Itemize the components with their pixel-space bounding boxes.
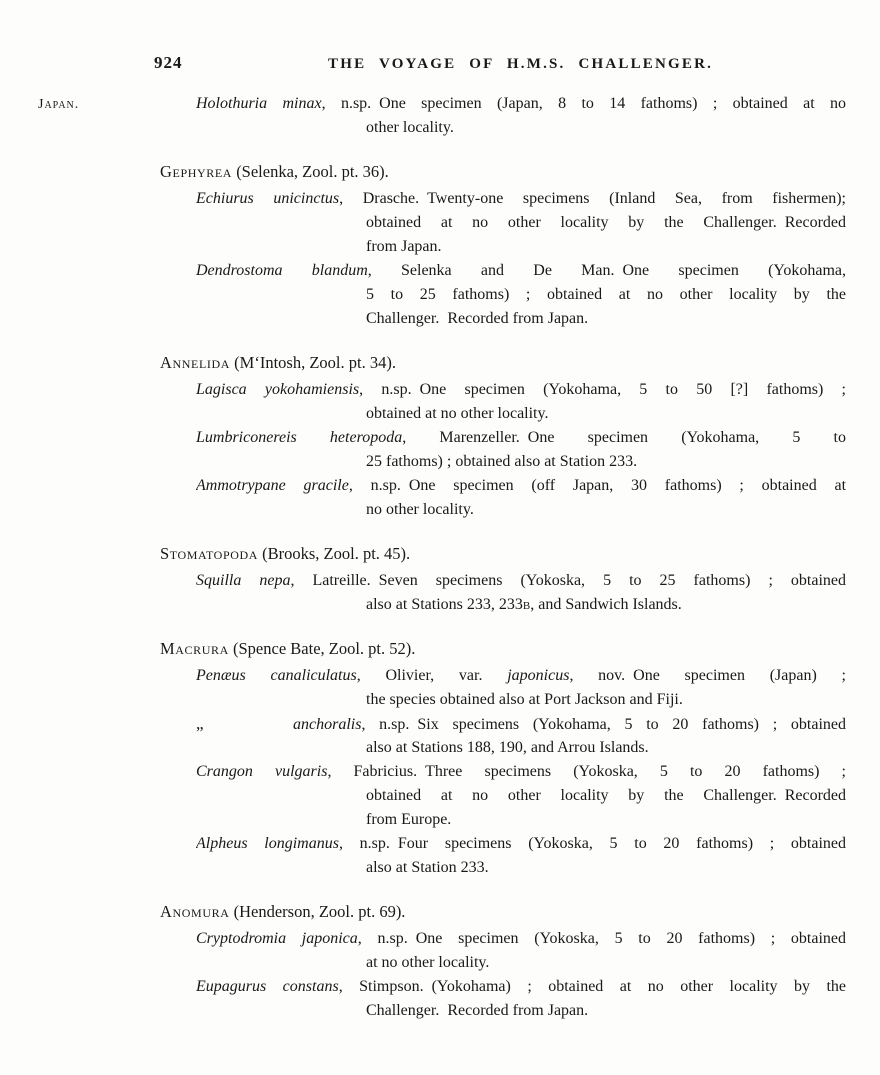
species-name-italic: anchoralis	[293, 716, 362, 733]
species-entry	[196, 832, 846, 880]
entry-continuation-line	[366, 498, 846, 522]
entry-first-line	[196, 426, 846, 450]
entry-first-line	[196, 474, 846, 498]
entry-text: , Olivier, var.	[356, 667, 508, 684]
entry-continuation-line	[366, 856, 846, 880]
taxon-section	[160, 351, 846, 522]
species-name-italic: Lumbriconereis heteropoda	[196, 429, 403, 446]
species-entry	[196, 975, 846, 1023]
species-name-italic: Lagisca yokohamiensis	[196, 381, 360, 398]
entry-text: Challenger. Recorded from Japan.	[366, 310, 589, 327]
entry-text: obtained at no other locality.	[366, 405, 549, 422]
taxon-section	[160, 542, 846, 617]
species-entry	[196, 187, 846, 259]
entry-continuation-line	[366, 784, 846, 808]
entry-continuation-line	[366, 116, 846, 140]
entry-text: b	[522, 596, 531, 613]
section-heading-name: Stomatopoda	[160, 544, 259, 563]
section-heading-reference: (Brooks, Zool. pt. 45).	[258, 544, 411, 563]
species-name-italic: Eupagurus constans	[196, 978, 339, 995]
entry-first-line	[196, 259, 846, 283]
section-heading-name: Macrura	[160, 639, 229, 658]
species-name-italic: Echiurus unicinctus	[196, 190, 340, 207]
entry-text: , n.sp. One specimen (Yokohama, 5 to 50 [?] fathoms) ;	[359, 381, 846, 398]
species-name-italic: Crangon vulgaris	[196, 763, 328, 780]
entry-text: , n.sp. One specimen (off Japan, 30 fathoms) ; obtained at	[348, 477, 846, 494]
taxon-section	[160, 92, 846, 140]
page-number: 924	[154, 53, 183, 72]
section-heading-reference: (M‘Intosh, Zool. pt. 34).	[230, 353, 396, 372]
entry-continuation-line	[366, 808, 846, 832]
entry-text: , n.sp. Four specimens (Yokoska, 5 to 20 fathoms) ; obtained	[338, 835, 846, 852]
entry-first-line	[196, 187, 846, 211]
entry-text: other locality.	[366, 119, 454, 136]
species-entry	[196, 712, 846, 760]
running-title: THE VOYAGE OF H.M.S. CHALLENGER.	[328, 56, 714, 72]
entry-text: 5 to 25 fathoms) ; obtained at no other locality by the	[366, 286, 846, 303]
entry-first-line	[196, 975, 846, 999]
entry-text: obtained at no other locality by the Challenger. Recorded	[366, 787, 846, 804]
section-heading	[160, 160, 846, 184]
species-entry	[196, 569, 846, 617]
entry-continuation-line	[366, 999, 846, 1023]
entry-first-line	[196, 760, 846, 784]
entry-text: , Drasche. Twenty-one specimens (Inland Sea, from fishermen);	[339, 190, 846, 207]
entry-text: from Europe.	[366, 811, 452, 828]
species-name-italic: Squilla nepa	[196, 572, 291, 589]
entry-continuation-line	[366, 951, 846, 975]
entry-continuation-line	[366, 593, 846, 617]
margin-note: Japan.	[38, 97, 80, 112]
entry-text: , Fabricius. Three specimens (Yokoska, 5 to 20 fathoms) ;	[327, 763, 846, 780]
entry-text: , n.sp. One specimen (Yokoska, 5 to 20 fathoms) ; obtained	[357, 930, 846, 947]
entry-text: , n.sp. Six specimens (Yokohama, 5 to 20 fathoms) ; obtained	[361, 716, 846, 733]
species-name-italic: Cryptodromia japonica	[196, 930, 358, 947]
species-entry	[196, 927, 846, 975]
species-name-italic: Penæus canaliculatus	[196, 667, 357, 684]
entry-continuation-line	[366, 450, 846, 474]
entry-continuation-line	[366, 211, 846, 235]
section-heading-name: Annelida	[160, 353, 231, 372]
species-name-italic: japonicus	[507, 667, 570, 684]
entry-text: , n.sp. One specimen (Japan, 8 to 14 fathoms) ; obtained at no	[321, 95, 846, 112]
entry-text: , and Sandwich Islands.	[530, 596, 682, 613]
entry-text: obtained at no other locality by the Challenger. Recorded	[366, 214, 846, 231]
entry-first-line	[196, 92, 846, 116]
content-column	[160, 92, 846, 1023]
entry-first-line	[196, 927, 846, 951]
section-heading-reference: (Selenka, Zool. pt. 36).	[232, 162, 389, 181]
entry-text: , Latreille. Seven specimens (Yokoska, 5 to 25 fathoms) ; obtained	[290, 572, 846, 589]
entry-text: also at Station 233.	[366, 859, 489, 876]
taxon-section	[160, 900, 846, 1023]
entry-text: from Japan.	[366, 238, 442, 255]
section-heading	[160, 542, 846, 566]
species-name-italic: Alpheus longimanus	[196, 835, 339, 852]
entry-text: also at Stations 233, 233	[366, 596, 523, 613]
entry-continuation-line	[366, 402, 846, 426]
entry-continuation-line	[366, 736, 846, 760]
taxon-section	[160, 160, 846, 331]
entry-text: the species obtained also at Port Jackson and Fiji.	[366, 691, 683, 708]
taxon-section	[160, 637, 846, 880]
species-entry	[196, 259, 846, 331]
section-heading	[160, 637, 846, 661]
species-name-italic: Dendrostoma blandum	[196, 262, 368, 279]
section-heading	[160, 900, 846, 924]
entry-first-line	[196, 664, 846, 688]
entry-first-line	[196, 378, 846, 402]
entry-text: 25 fathoms) ; obtained also at Station 233.	[366, 453, 638, 470]
species-name-italic: Holothuria minax	[196, 95, 322, 112]
species-name-italic: Ammotrypane gracile	[196, 477, 349, 494]
entry-text: no other locality.	[366, 501, 474, 518]
section-heading	[160, 351, 846, 375]
section-heading-reference: (Henderson, Zool. pt. 69).	[229, 902, 406, 921]
entry-continuation-line	[366, 307, 846, 331]
ditto-mark: „	[196, 714, 204, 733]
species-entry	[196, 426, 846, 474]
entry-text: also at Stations 188, 190, and Arrou Islands.	[366, 739, 649, 756]
species-entry	[196, 92, 846, 140]
species-entry	[196, 760, 846, 832]
species-entry	[196, 664, 846, 712]
entry-text: , Selenka and De Man. One specimen (Yokohama,	[367, 262, 846, 279]
species-entry	[196, 474, 846, 522]
entry-text: , nov. One specimen (Japan) ;	[569, 667, 846, 684]
entry-continuation-line	[366, 688, 846, 712]
section-heading-name: Gephyrea	[160, 162, 233, 181]
entry-text: Challenger. Recorded from Japan.	[366, 1002, 589, 1019]
entry-first-line	[196, 712, 846, 736]
section-heading-name: Anomura	[160, 902, 230, 921]
entry-continuation-line	[366, 283, 846, 307]
entry-first-line	[196, 569, 846, 593]
entry-text: at no other locality.	[366, 954, 490, 971]
species-entry	[196, 378, 846, 426]
entry-text: , Marenzeller. One specimen (Yokohama, 5 to	[402, 429, 846, 446]
entry-first-line	[196, 832, 846, 856]
entry-continuation-line	[366, 235, 846, 259]
section-heading-reference: (Spence Bate, Zool. pt. 52).	[228, 639, 416, 658]
entry-text: , Stimpson. (Yokohama) ; obtained at no other locality by the	[338, 978, 846, 995]
